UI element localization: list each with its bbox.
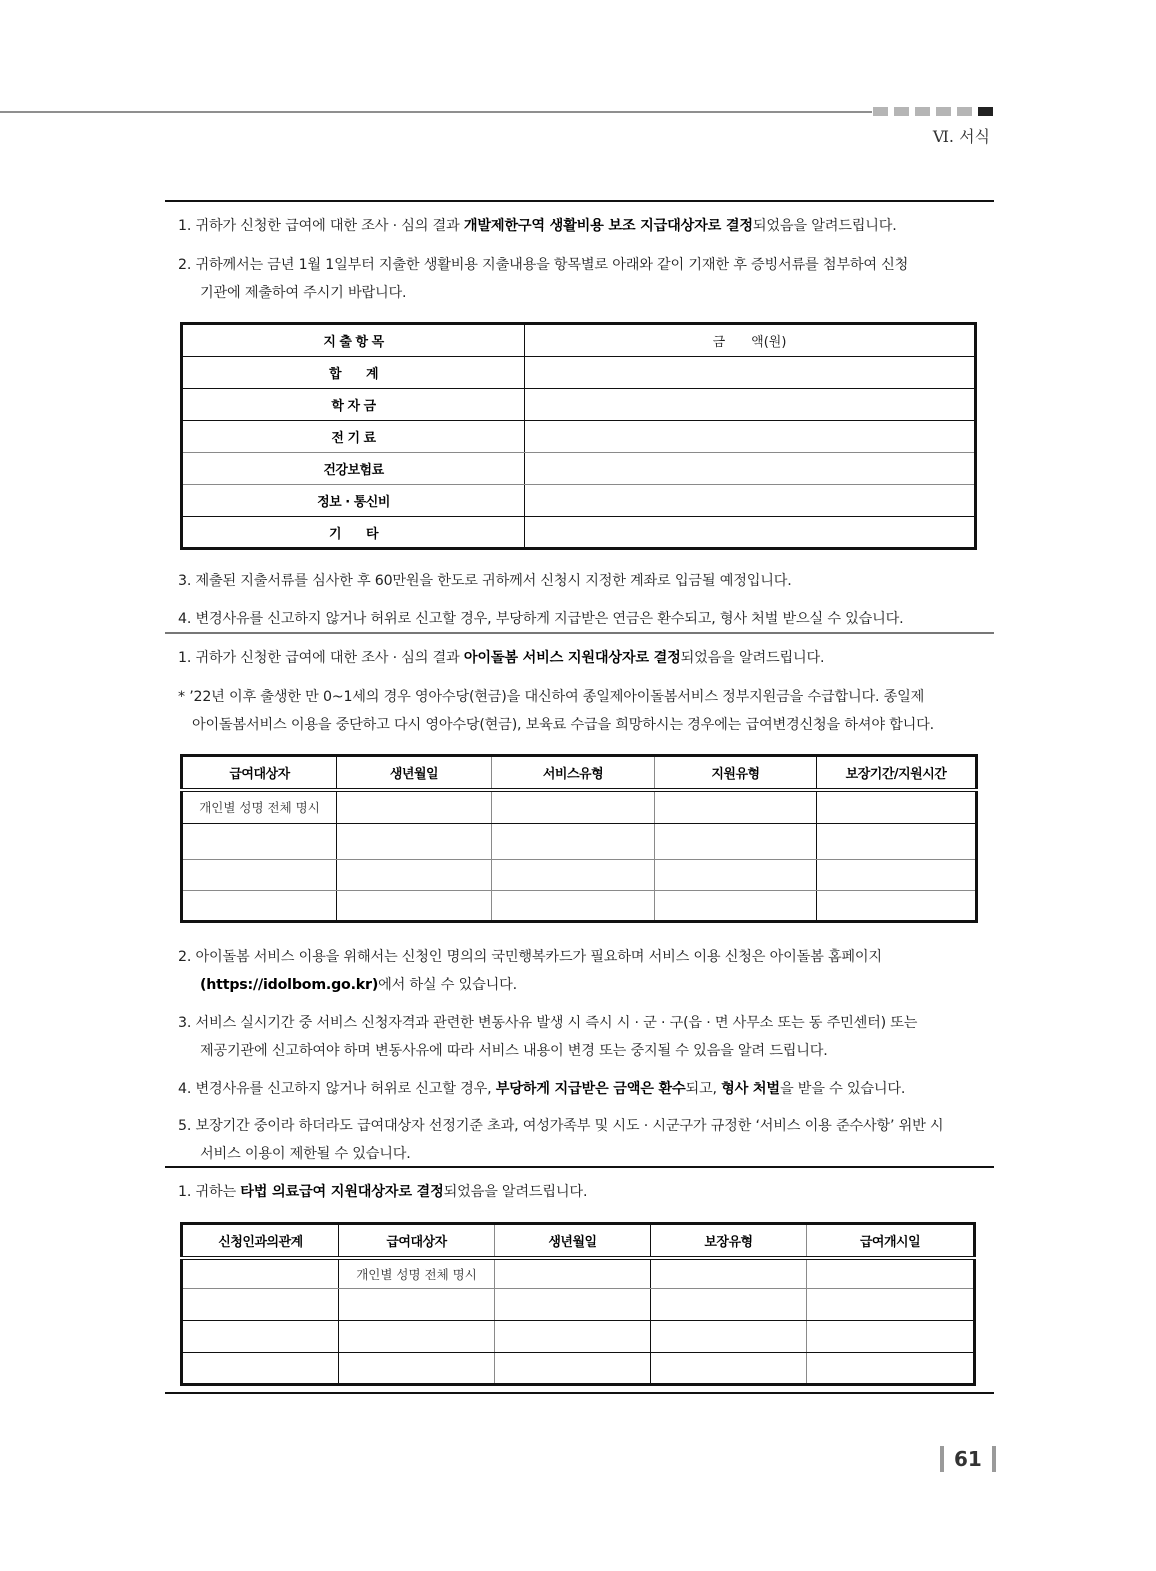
- item-text: 기관에 제출하여 주시기 바랍니다.: [200, 285, 407, 301]
- column-header: 지원유형: [655, 756, 817, 790]
- item-number: 2.: [178, 949, 192, 965]
- item-text: 제공기관에 신고하여야 하며 변동사유에 따라 서비스 내용이 변경 또는 중지될 수 있음을 알려 드립니다.: [200, 1043, 828, 1059]
- table-cell[interactable]: [655, 824, 817, 860]
- row-label: 학 자 금: [182, 389, 525, 421]
- table-cell[interactable]: [495, 1321, 651, 1353]
- item-text-line2: [178, 971, 980, 999]
- table-cell[interactable]: [182, 824, 337, 860]
- amount-cell[interactable]: [525, 485, 976, 517]
- table-cell[interactable]: [807, 1321, 975, 1353]
- s2-item-3: [178, 1009, 980, 1065]
- table-cell[interactable]: [182, 1258, 339, 1289]
- table-cell[interactable]: [495, 1289, 651, 1321]
- table-cell[interactable]: [651, 1289, 807, 1321]
- item-number: 3.: [178, 573, 192, 589]
- amount-cell[interactable]: [525, 421, 976, 453]
- table-cell[interactable]: [182, 1321, 339, 1353]
- row-label: 기 타: [182, 517, 525, 549]
- table-row: [182, 357, 976, 389]
- item-text: 되었음을 알려드립니다.: [752, 218, 897, 234]
- item-text: 제출된 지출서류를 심사한 후 60만원을 한도로 귀하께서 신청시 지정한 계좌로 입금될 예정입니다.: [195, 573, 792, 589]
- table-cell[interactable]: [182, 1289, 339, 1321]
- table-cell[interactable]: [339, 1289, 495, 1321]
- header-rule: [0, 111, 872, 113]
- divider: [165, 632, 994, 634]
- column-header: 금 액(원): [525, 324, 976, 357]
- item-number: 2.: [178, 257, 192, 273]
- s2-note: [178, 683, 980, 739]
- table-cell[interactable]: [492, 824, 655, 860]
- row-label: 전 기 료: [182, 421, 525, 453]
- column-header: 급여대상자: [339, 1224, 495, 1258]
- table-cell[interactable]: [807, 1353, 975, 1385]
- row-label: 정보 · 통신비: [182, 485, 525, 517]
- table-row: [182, 1289, 975, 1321]
- table-cell[interactable]: [339, 1353, 495, 1385]
- table-cell[interactable]: [817, 824, 977, 860]
- item-text: 서비스 실시기간 중 서비스 신청자격과 관련한 변동사유 발생 시 즉시 시 · 군 · 구(읍 · 면 사무소 또는 동 주민센터) 또는: [195, 1015, 918, 1031]
- table-row: [182, 421, 976, 453]
- item-text: 되고,: [685, 1081, 722, 1097]
- column-header: 지 출 항 목: [182, 324, 525, 357]
- item-text: 을 받을 수 있습니다.: [779, 1081, 906, 1097]
- item-bold-text: 아이돌봄 서비스 지원대상자로 결정: [463, 650, 681, 666]
- decor-square-dark: [978, 107, 993, 116]
- item-text: 변경사유를 신고하지 않거나 허위로 신고할 경우,: [195, 1081, 496, 1097]
- divider: [165, 1166, 994, 1168]
- table-row: [182, 517, 976, 549]
- table-row: [182, 1353, 975, 1385]
- item-text: 아이돌봄 서비스 이용을 위해서는 신청인 명의의 국민행복카드가 필요하며 서비스 이용 신청은 아이돌봄 홈페이지: [195, 949, 882, 965]
- item-text: 에서 하실 수 있습니다.: [378, 977, 517, 993]
- table-header-row: [182, 324, 976, 357]
- table-row: [182, 891, 977, 922]
- table-header-row: [182, 756, 977, 790]
- divider: [165, 200, 994, 202]
- table-header-row: [182, 1224, 975, 1258]
- item-text: 되었음을 알려드립니다.: [680, 650, 825, 666]
- table-row: [182, 389, 976, 421]
- medical-aid-table: [180, 1222, 976, 1386]
- item-bold-text: 타법 의료급여 지원대상자로 결정: [240, 1184, 444, 1200]
- table-cell[interactable]: [655, 891, 817, 922]
- row-label: 합 계: [182, 357, 525, 389]
- s1-item-3: [178, 567, 980, 595]
- decor-square: [873, 107, 888, 116]
- table-cell[interactable]: [337, 860, 492, 891]
- decor-square: [894, 107, 909, 116]
- item-text: 귀하가 신청한 급여에 대한 조사 · 심의 결과: [195, 650, 464, 666]
- decor-square: [915, 107, 930, 116]
- item-text: 서비스 이용이 제한될 수 있습니다.: [200, 1146, 411, 1162]
- item-text: 귀하가 신청한 급여에 대한 조사 · 심의 결과: [195, 218, 464, 234]
- childcare-table: [180, 754, 978, 923]
- table-cell[interactable]: [655, 790, 817, 824]
- s3-item-1: [178, 1178, 980, 1206]
- expense-table: [180, 322, 977, 550]
- page-number-text: 61: [954, 1447, 982, 1471]
- table-cell[interactable]: [182, 1353, 339, 1385]
- page-bar-left: [940, 1446, 944, 1472]
- column-header: 급여대상자: [182, 756, 337, 790]
- table-row: [182, 860, 977, 891]
- divider: [165, 1392, 994, 1394]
- table-cell[interactable]: [339, 1321, 495, 1353]
- s1-item-1: [178, 212, 980, 240]
- column-header: 신청인과의관계: [182, 1224, 339, 1258]
- amount-cell[interactable]: [525, 517, 976, 549]
- table-row: [182, 453, 976, 485]
- page-bar-right: [992, 1446, 996, 1472]
- column-header: 서비스유형: [492, 756, 655, 790]
- column-header: 급여개시일: [807, 1224, 975, 1258]
- table-row: [182, 824, 977, 860]
- s2-item-5: [178, 1112, 980, 1168]
- item-number: 3.: [178, 1015, 192, 1031]
- item-bold-text: 개발제한구역 생활비용 보조 지급대상자로 결정: [463, 218, 753, 234]
- table-cell[interactable]: [817, 790, 977, 824]
- table-cell[interactable]: [495, 1258, 651, 1289]
- column-header: 생년월일: [495, 1224, 651, 1258]
- table-cell[interactable]: [807, 1289, 975, 1321]
- item-text: 귀하는: [195, 1184, 241, 1200]
- amount-cell[interactable]: [525, 389, 976, 421]
- decor-square: [957, 107, 972, 116]
- column-header: 보장유형: [651, 1224, 807, 1258]
- table-cell[interactable]: [182, 860, 337, 891]
- table-cell[interactable]: [655, 860, 817, 891]
- s1-item-2: [178, 251, 980, 307]
- item-text: 변경사유를 신고하지 않거나 허위로 신고할 경우, 부당하게 지급받은 연금은 환수되고, 형사 처벌 받으실 수 있습니다.: [195, 611, 904, 627]
- table-cell[interactable]: [337, 891, 492, 922]
- s1-item-4: [178, 605, 980, 633]
- table-cell[interactable]: [495, 1353, 651, 1385]
- table-cell[interactable]: [492, 790, 655, 824]
- table-row: [182, 485, 976, 517]
- header-squares: [873, 107, 993, 116]
- note-text: 아이돌봄서비스 이용을 중단하고 다시 영아수당(현금), 보육료 수급을 희망하시는 경우에는 급여변경신청을 하셔야 합니다.: [192, 717, 934, 733]
- table-cell[interactable]: [817, 860, 977, 891]
- item-number: 1.: [178, 1184, 192, 1200]
- page-number: [940, 1446, 996, 1472]
- item-bold-text: 부당하게 지급받은 금액은 환수: [495, 1081, 686, 1097]
- table-cell[interactable]: [651, 1321, 807, 1353]
- item-text: 되었음을 알려드립니다.: [443, 1184, 588, 1200]
- amount-cell[interactable]: [525, 357, 976, 389]
- table-cell[interactable]: [182, 891, 337, 922]
- item-text: 귀하께서는 금년 1월 1일부터 지출한 생활비용 지출내용을 항목별로 아래와 같이 기재한 후 증빙서류를 첨부하여 신청: [195, 257, 909, 273]
- table-cell[interactable]: [807, 1258, 975, 1289]
- homepage-link[interactable]: (https://idolbom.go.kr): [200, 977, 379, 993]
- column-header: 보장기간/지원시간: [817, 756, 977, 790]
- item-number: 4.: [178, 611, 192, 627]
- table-row: [182, 790, 977, 824]
- table-cell[interactable]: [492, 860, 655, 891]
- item-number: 1.: [178, 650, 192, 666]
- table-row: [182, 1321, 975, 1353]
- table-cell[interactable]: 개인별 성명 전체 명시: [339, 1258, 495, 1289]
- row-label: 건강보험료: [182, 453, 525, 485]
- table-cell[interactable]: [337, 790, 492, 824]
- amount-cell[interactable]: [525, 453, 976, 485]
- section-label: Ⅵ. 서식: [932, 127, 990, 146]
- item-number: 1.: [178, 218, 192, 234]
- item-number: 4.: [178, 1081, 192, 1097]
- table-cell[interactable]: [651, 1353, 807, 1385]
- s2-item-1: [178, 644, 980, 672]
- item-number: 5.: [178, 1118, 192, 1134]
- item-bold-text: 형사 처벌: [721, 1081, 780, 1097]
- table-cell[interactable]: [337, 824, 492, 860]
- s2-item-4: [178, 1075, 980, 1103]
- table-cell[interactable]: 개인별 성명 전체 명시: [182, 790, 337, 824]
- decor-square: [936, 107, 951, 116]
- table-cell[interactable]: [492, 891, 655, 922]
- note-text: * ’22년 이후 출생한 만 0~1세의 경우 영아수당(현금)을 대신하여 종일제아이돌봄서비스 정부지원금을 수급합니다. 종일제: [178, 689, 925, 705]
- item-text: 보장기간 중이라 하더라도 급여대상자 선정기준 초과, 여성가족부 및 시도 · 시군구가 규정한 ‘서비스 이용 준수사항’ 위반 시: [195, 1118, 944, 1134]
- table-cell[interactable]: [817, 891, 977, 922]
- column-header: 생년월일: [337, 756, 492, 790]
- s2-item-2: [178, 943, 980, 999]
- table-cell[interactable]: [651, 1258, 807, 1289]
- table-row: [182, 1258, 975, 1289]
